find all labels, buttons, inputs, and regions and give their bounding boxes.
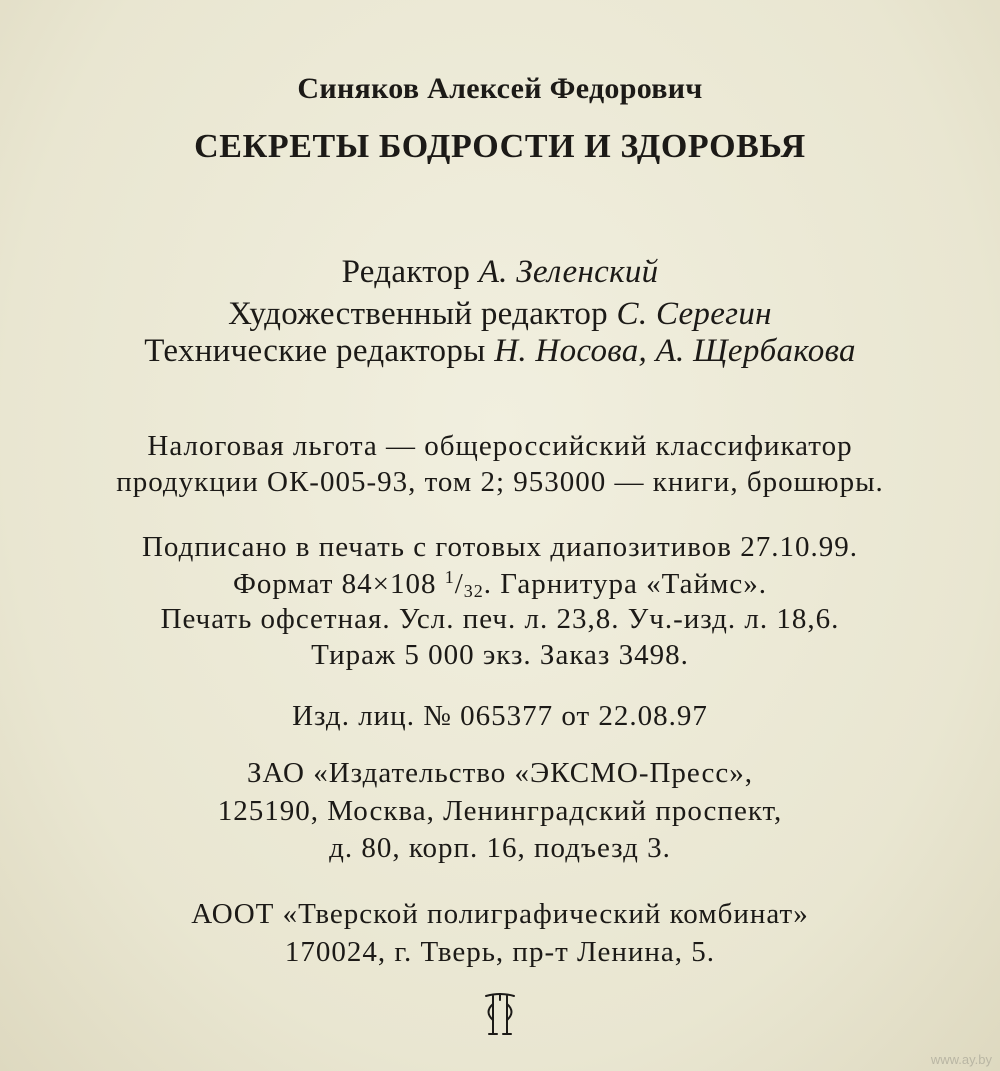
offset-line: Печать офсетная. Усл. печ. л. 23,8. Уч.-изд. л. 18,6. [160,603,840,635]
tech-editors-credit [0,333,1000,370]
tax-line-2: продукции ОК-005-93, том 2; 953000 — книги, брошюры. [116,466,884,498]
art-editor-name: С. Серегин [616,296,772,332]
publisher-line-2: 125190, Москва, Ленинградский проспект, [217,795,783,827]
format-prefix: Формат 84×108 [232,568,437,600]
editor-label: Редактор [341,254,471,290]
signed-line: Подписано в печать с готовых диапозитивов 27.10.99. [141,531,858,563]
book-author: Синяков Алексей Федорович [297,72,703,105]
printer-line-1: АООТ «Тверской полиграфический комбинат» [191,898,809,930]
art-editor-credit [0,296,1000,333]
tech-editors-names: Н. Носова, А. Щербакова [494,333,856,369]
editor-name: А. Зеленский [478,254,659,290]
license-line: Изд. лиц. № 065377 от 22.08.97 [292,700,708,732]
format-numerator: 1 [444,567,455,587]
tax-line-1: Налоговая льгота — общероссийский классификатор [147,430,853,462]
tech-editors-label: Технические редакторы [144,333,486,369]
format-denominator: 32 [463,581,484,601]
run-line: Тираж 5 000 экз. Заказ 3498. [311,639,689,671]
format-line: Формат 84×108 $^1/_{32}$. Гарнитура «Таймс». [232,567,768,601]
printer-monogram-icon [480,990,520,1038]
format-suffix: . Гарнитура «Таймс». [483,568,768,600]
publisher-line-3: д. 80, корп. 16, подъезд 3. [329,832,671,864]
watermark: www.ay.by [930,1052,992,1067]
publisher-line-1: ЗАО «Издательство «ЭКСМО-Пресс», [246,757,754,789]
editor-credit [0,254,1000,291]
printer-line-2: 170024, г. Тверь, пр-т Ленина, 5. [284,936,716,968]
book-title: СЕКРЕТЫ БОДРОСТИ И ЗДОРОВЬЯ [194,128,806,165]
art-editor-label: Художественный редактор [228,296,608,332]
